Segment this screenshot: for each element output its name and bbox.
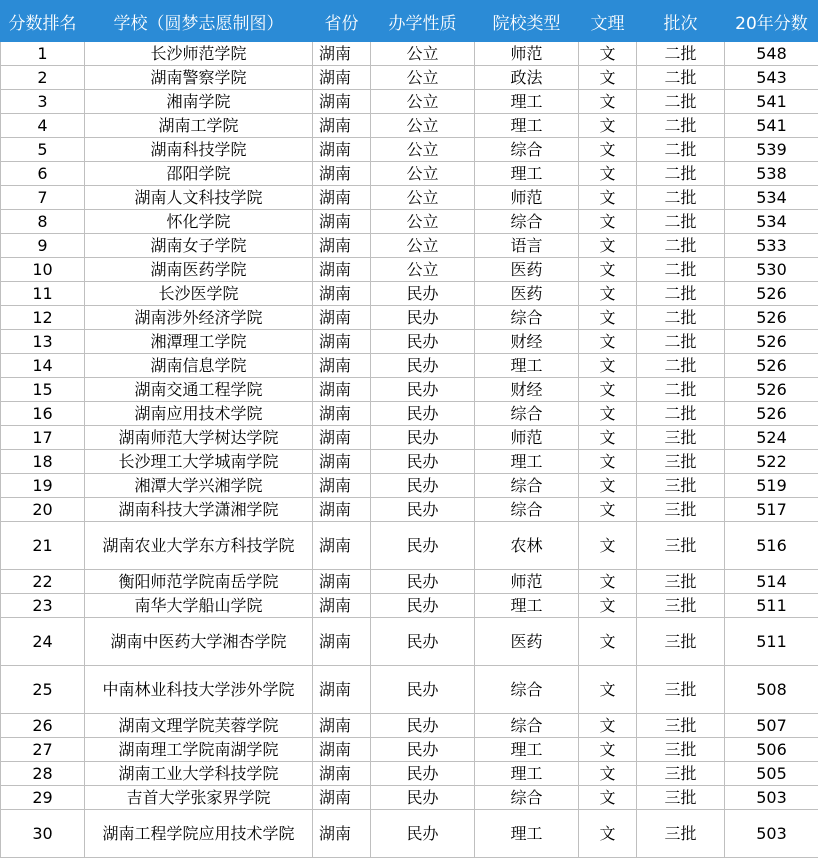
rank-cell: 8 [1, 210, 85, 234]
province-cell: 湖南 [313, 210, 371, 234]
province-cell: 湖南 [313, 378, 371, 402]
score-cell: 506 [725, 738, 818, 762]
table-row [1, 522, 818, 570]
table-row [1, 138, 818, 162]
track-cell: 文 [579, 738, 637, 762]
track-cell: 文 [579, 474, 637, 498]
rank-cell: 17 [1, 426, 85, 450]
table-row [1, 66, 818, 90]
track-cell: 文 [579, 186, 637, 210]
type-cell: 农林 [475, 522, 579, 570]
type-cell: 师范 [475, 42, 579, 66]
score-cell: 516 [725, 522, 818, 570]
type-cell: 财经 [475, 378, 579, 402]
ownership-cell: 民办 [371, 402, 475, 426]
score-cell: 503 [725, 810, 818, 858]
track-cell: 文 [579, 594, 637, 618]
school-cell: 湖南工学院 [85, 114, 313, 138]
province-cell: 湖南 [313, 426, 371, 450]
score-cell: 530 [725, 258, 818, 282]
score-cell: 505 [725, 762, 818, 786]
type-cell: 综合 [475, 498, 579, 522]
batch-cell: 三批 [637, 762, 725, 786]
score-cell: 543 [725, 66, 818, 90]
batch-cell: 二批 [637, 162, 725, 186]
ownership-cell: 民办 [371, 498, 475, 522]
rank-cell: 10 [1, 258, 85, 282]
type-cell: 综合 [475, 666, 579, 714]
batch-cell: 三批 [637, 522, 725, 570]
type-cell: 综合 [475, 138, 579, 162]
score-cell: 526 [725, 354, 818, 378]
province-cell: 湖南 [313, 306, 371, 330]
score-cell: 533 [725, 234, 818, 258]
province-cell: 湖南 [313, 762, 371, 786]
province-cell: 湖南 [313, 810, 371, 858]
ownership-cell: 公立 [371, 210, 475, 234]
rank-cell: 14 [1, 354, 85, 378]
province-cell: 湖南 [313, 594, 371, 618]
table-row [1, 330, 818, 354]
province-cell: 湖南 [313, 666, 371, 714]
school-cell: 长沙医学院 [85, 282, 313, 306]
province-cell: 湖南 [313, 786, 371, 810]
rank-cell: 6 [1, 162, 85, 186]
table-row [1, 114, 818, 138]
rank-cell: 9 [1, 234, 85, 258]
batch-cell: 二批 [637, 66, 725, 90]
school-cell: 湖南理工学院南湖学院 [85, 738, 313, 762]
province-cell: 湖南 [313, 570, 371, 594]
batch-cell: 三批 [637, 810, 725, 858]
score-cell: 526 [725, 306, 818, 330]
score-cell: 517 [725, 498, 818, 522]
table-row [1, 354, 818, 378]
ownership-cell: 民办 [371, 282, 475, 306]
score-cell: 541 [725, 114, 818, 138]
ownership-cell: 公立 [371, 186, 475, 210]
table-row [1, 570, 818, 594]
score-cell: 519 [725, 474, 818, 498]
rank-cell: 4 [1, 114, 85, 138]
table-row [1, 234, 818, 258]
type-cell: 医药 [475, 258, 579, 282]
batch-cell: 三批 [637, 450, 725, 474]
ownership-cell: 民办 [371, 714, 475, 738]
table-row [1, 186, 818, 210]
school-cell: 吉首大学张家界学院 [85, 786, 313, 810]
track-cell: 文 [579, 786, 637, 810]
province-cell: 湖南 [313, 234, 371, 258]
batch-cell: 二批 [637, 234, 725, 258]
ownership-cell: 公立 [371, 234, 475, 258]
ownership-cell: 公立 [371, 258, 475, 282]
ownership-cell: 公立 [371, 138, 475, 162]
type-cell: 师范 [475, 186, 579, 210]
batch-cell: 三批 [637, 594, 725, 618]
track-cell: 文 [579, 570, 637, 594]
table-row [1, 210, 818, 234]
batch-cell: 三批 [637, 618, 725, 666]
school-cell: 湖南科技大学潇湘学院 [85, 498, 313, 522]
score-cell: 541 [725, 90, 818, 114]
type-cell: 财经 [475, 330, 579, 354]
school-cell: 湖南科技学院 [85, 138, 313, 162]
rank-cell: 1 [1, 42, 85, 66]
score-cell: 526 [725, 402, 818, 426]
type-cell: 政法 [475, 66, 579, 90]
track-cell: 文 [579, 762, 637, 786]
province-cell: 湖南 [313, 498, 371, 522]
ownership-cell: 民办 [371, 762, 475, 786]
header-row [1, 1, 818, 42]
school-cell: 湖南应用技术学院 [85, 402, 313, 426]
batch-cell: 二批 [637, 210, 725, 234]
school-cell: 湖南医药学院 [85, 258, 313, 282]
type-cell: 综合 [475, 306, 579, 330]
province-cell: 湖南 [313, 450, 371, 474]
type-cell: 医药 [475, 618, 579, 666]
table-row [1, 306, 818, 330]
province-cell: 湖南 [313, 258, 371, 282]
ownership-cell: 公立 [371, 162, 475, 186]
track-cell: 文 [579, 330, 637, 354]
score-cell: 522 [725, 450, 818, 474]
ownership-cell: 民办 [371, 810, 475, 858]
province-cell: 湖南 [313, 714, 371, 738]
type-cell: 师范 [475, 426, 579, 450]
school-cell: 长沙师范学院 [85, 42, 313, 66]
rank-cell: 29 [1, 786, 85, 810]
header-col-rank: 分数排名 [1, 1, 85, 42]
rank-cell: 16 [1, 402, 85, 426]
batch-cell: 三批 [637, 786, 725, 810]
province-cell: 湖南 [313, 114, 371, 138]
ownership-cell: 民办 [371, 330, 475, 354]
school-cell: 怀化学院 [85, 210, 313, 234]
table-row [1, 426, 818, 450]
track-cell: 文 [579, 90, 637, 114]
batch-cell: 三批 [637, 666, 725, 714]
rank-cell: 28 [1, 762, 85, 786]
rank-cell: 23 [1, 594, 85, 618]
ownership-cell: 民办 [371, 378, 475, 402]
school-cell: 邵阳学院 [85, 162, 313, 186]
ownership-cell: 民办 [371, 450, 475, 474]
ownership-cell: 民办 [371, 594, 475, 618]
province-cell: 湖南 [313, 618, 371, 666]
rank-cell: 22 [1, 570, 85, 594]
school-cell: 湖南信息学院 [85, 354, 313, 378]
ownership-cell: 民办 [371, 666, 475, 714]
type-cell: 理工 [475, 114, 579, 138]
batch-cell: 二批 [637, 330, 725, 354]
rank-cell: 26 [1, 714, 85, 738]
rank-cell: 20 [1, 498, 85, 522]
score-cell: 526 [725, 330, 818, 354]
batch-cell: 三批 [637, 426, 725, 450]
batch-cell: 二批 [637, 282, 725, 306]
batch-cell: 二批 [637, 354, 725, 378]
header-col-province: 省份 [313, 1, 371, 42]
rank-cell: 19 [1, 474, 85, 498]
school-cell: 长沙理工大学城南学院 [85, 450, 313, 474]
rank-cell: 3 [1, 90, 85, 114]
type-cell: 理工 [475, 810, 579, 858]
table-row [1, 258, 818, 282]
batch-cell: 二批 [637, 306, 725, 330]
table-row [1, 594, 818, 618]
table-body [1, 42, 818, 858]
table-row [1, 666, 818, 714]
rank-cell: 21 [1, 522, 85, 570]
table-row [1, 450, 818, 474]
ownership-cell: 民办 [371, 474, 475, 498]
score-cell: 507 [725, 714, 818, 738]
type-cell: 综合 [475, 714, 579, 738]
table-row [1, 378, 818, 402]
province-cell: 湖南 [313, 90, 371, 114]
score-cell: 511 [725, 618, 818, 666]
score-cell: 538 [725, 162, 818, 186]
batch-cell: 二批 [637, 378, 725, 402]
batch-cell: 三批 [637, 738, 725, 762]
type-cell: 师范 [475, 570, 579, 594]
rank-cell: 27 [1, 738, 85, 762]
school-cell: 湖南女子学院 [85, 234, 313, 258]
rank-cell: 11 [1, 282, 85, 306]
school-cell: 湖南文理学院芙蓉学院 [85, 714, 313, 738]
type-cell: 语言 [475, 234, 579, 258]
batch-cell: 二批 [637, 138, 725, 162]
track-cell: 文 [579, 258, 637, 282]
type-cell: 理工 [475, 450, 579, 474]
province-cell: 湖南 [313, 354, 371, 378]
school-cell: 湖南工业大学科技学院 [85, 762, 313, 786]
track-cell: 文 [579, 810, 637, 858]
score-cell: 539 [725, 138, 818, 162]
table-row [1, 402, 818, 426]
province-cell: 湖南 [313, 186, 371, 210]
score-cell: 548 [725, 42, 818, 66]
type-cell: 综合 [475, 210, 579, 234]
rank-cell: 25 [1, 666, 85, 714]
province-cell: 湖南 [313, 402, 371, 426]
school-cell: 中南林业科技大学涉外学院 [85, 666, 313, 714]
ownership-cell: 民办 [371, 522, 475, 570]
table-row [1, 90, 818, 114]
ownership-cell: 民办 [371, 786, 475, 810]
school-cell: 湖南交通工程学院 [85, 378, 313, 402]
table-row [1, 786, 818, 810]
type-cell: 综合 [475, 786, 579, 810]
track-cell: 文 [579, 378, 637, 402]
table-row [1, 618, 818, 666]
province-cell: 湖南 [313, 162, 371, 186]
score-cell: 514 [725, 570, 818, 594]
table-row [1, 810, 818, 858]
track-cell: 文 [579, 354, 637, 378]
track-cell: 文 [579, 210, 637, 234]
school-cell: 湖南人文科技学院 [85, 186, 313, 210]
rank-cell: 2 [1, 66, 85, 90]
rank-cell: 30 [1, 810, 85, 858]
ownership-cell: 公立 [371, 114, 475, 138]
type-cell: 理工 [475, 354, 579, 378]
table-row [1, 714, 818, 738]
school-cell: 衡阳师范学院南岳学院 [85, 570, 313, 594]
track-cell: 文 [579, 66, 637, 90]
score-cell: 534 [725, 210, 818, 234]
track-cell: 文 [579, 282, 637, 306]
track-cell: 文 [579, 114, 637, 138]
batch-cell: 二批 [637, 186, 725, 210]
score-cell: 508 [725, 666, 818, 714]
track-cell: 文 [579, 138, 637, 162]
track-cell: 文 [579, 666, 637, 714]
table-row [1, 498, 818, 522]
score-cell: 534 [725, 186, 818, 210]
table-row [1, 162, 818, 186]
rank-cell: 18 [1, 450, 85, 474]
ownership-cell: 公立 [371, 42, 475, 66]
header-col-ownership: 办学性质 [371, 1, 475, 42]
province-cell: 湖南 [313, 282, 371, 306]
ownership-cell: 民办 [371, 570, 475, 594]
province-cell: 湖南 [313, 138, 371, 162]
province-cell: 湖南 [313, 522, 371, 570]
track-cell: 文 [579, 234, 637, 258]
batch-cell: 二批 [637, 258, 725, 282]
ownership-cell: 民办 [371, 426, 475, 450]
track-cell: 文 [579, 306, 637, 330]
school-cell: 湖南农业大学东方科技学院 [85, 522, 313, 570]
batch-cell: 二批 [637, 402, 725, 426]
track-cell: 文 [579, 426, 637, 450]
score-cell: 526 [725, 282, 818, 306]
ownership-cell: 公立 [371, 90, 475, 114]
batch-cell: 三批 [637, 474, 725, 498]
track-cell: 文 [579, 618, 637, 666]
school-cell: 湘潭理工学院 [85, 330, 313, 354]
batch-cell: 二批 [637, 42, 725, 66]
table-row [1, 282, 818, 306]
batch-cell: 二批 [637, 114, 725, 138]
batch-cell: 三批 [637, 570, 725, 594]
type-cell: 综合 [475, 402, 579, 426]
batch-cell: 二批 [637, 90, 725, 114]
type-cell: 理工 [475, 594, 579, 618]
ownership-cell: 民办 [371, 618, 475, 666]
type-cell: 综合 [475, 474, 579, 498]
ownership-cell: 民办 [371, 738, 475, 762]
school-cell: 湘南学院 [85, 90, 313, 114]
school-cell: 湖南师范大学树达学院 [85, 426, 313, 450]
ownership-cell: 公立 [371, 66, 475, 90]
score-cell: 503 [725, 786, 818, 810]
province-cell: 湖南 [313, 330, 371, 354]
province-cell: 湖南 [313, 42, 371, 66]
track-cell: 文 [579, 162, 637, 186]
table-row [1, 738, 818, 762]
rank-cell: 15 [1, 378, 85, 402]
school-cell: 湖南涉外经济学院 [85, 306, 313, 330]
score-cell: 526 [725, 378, 818, 402]
batch-cell: 三批 [637, 498, 725, 522]
type-cell: 医药 [475, 282, 579, 306]
type-cell: 理工 [475, 162, 579, 186]
rank-cell: 12 [1, 306, 85, 330]
rank-cell: 5 [1, 138, 85, 162]
ownership-cell: 民办 [371, 306, 475, 330]
type-cell: 理工 [475, 738, 579, 762]
track-cell: 文 [579, 402, 637, 426]
header-col-school: 学校（圆梦志愿制图） [85, 1, 313, 42]
school-cell: 湖南警察学院 [85, 66, 313, 90]
ownership-cell: 民办 [371, 354, 475, 378]
school-cell: 南华大学船山学院 [85, 594, 313, 618]
table-row [1, 42, 818, 66]
rank-cell: 7 [1, 186, 85, 210]
school-cell: 湖南工程学院应用技术学院 [85, 810, 313, 858]
track-cell: 文 [579, 714, 637, 738]
rank-cell: 13 [1, 330, 85, 354]
batch-cell: 三批 [637, 714, 725, 738]
track-cell: 文 [579, 42, 637, 66]
score-cell: 524 [725, 426, 818, 450]
rank-cell: 24 [1, 618, 85, 666]
track-cell: 文 [579, 450, 637, 474]
header-col-type: 院校类型 [475, 1, 579, 42]
province-cell: 湖南 [313, 474, 371, 498]
school-cell: 湖南中医药大学湘杏学院 [85, 618, 313, 666]
header-col-track: 文理 [579, 1, 637, 42]
table-row [1, 762, 818, 786]
school-cell: 湘潭大学兴湘学院 [85, 474, 313, 498]
score-cell: 511 [725, 594, 818, 618]
type-cell: 理工 [475, 90, 579, 114]
province-cell: 湖南 [313, 738, 371, 762]
header-col-score: 20年分数 [725, 1, 818, 42]
table-row [1, 474, 818, 498]
type-cell: 理工 [475, 762, 579, 786]
track-cell: 文 [579, 498, 637, 522]
header-col-batch: 批次 [637, 1, 725, 42]
province-cell: 湖南 [313, 66, 371, 90]
track-cell: 文 [579, 522, 637, 570]
